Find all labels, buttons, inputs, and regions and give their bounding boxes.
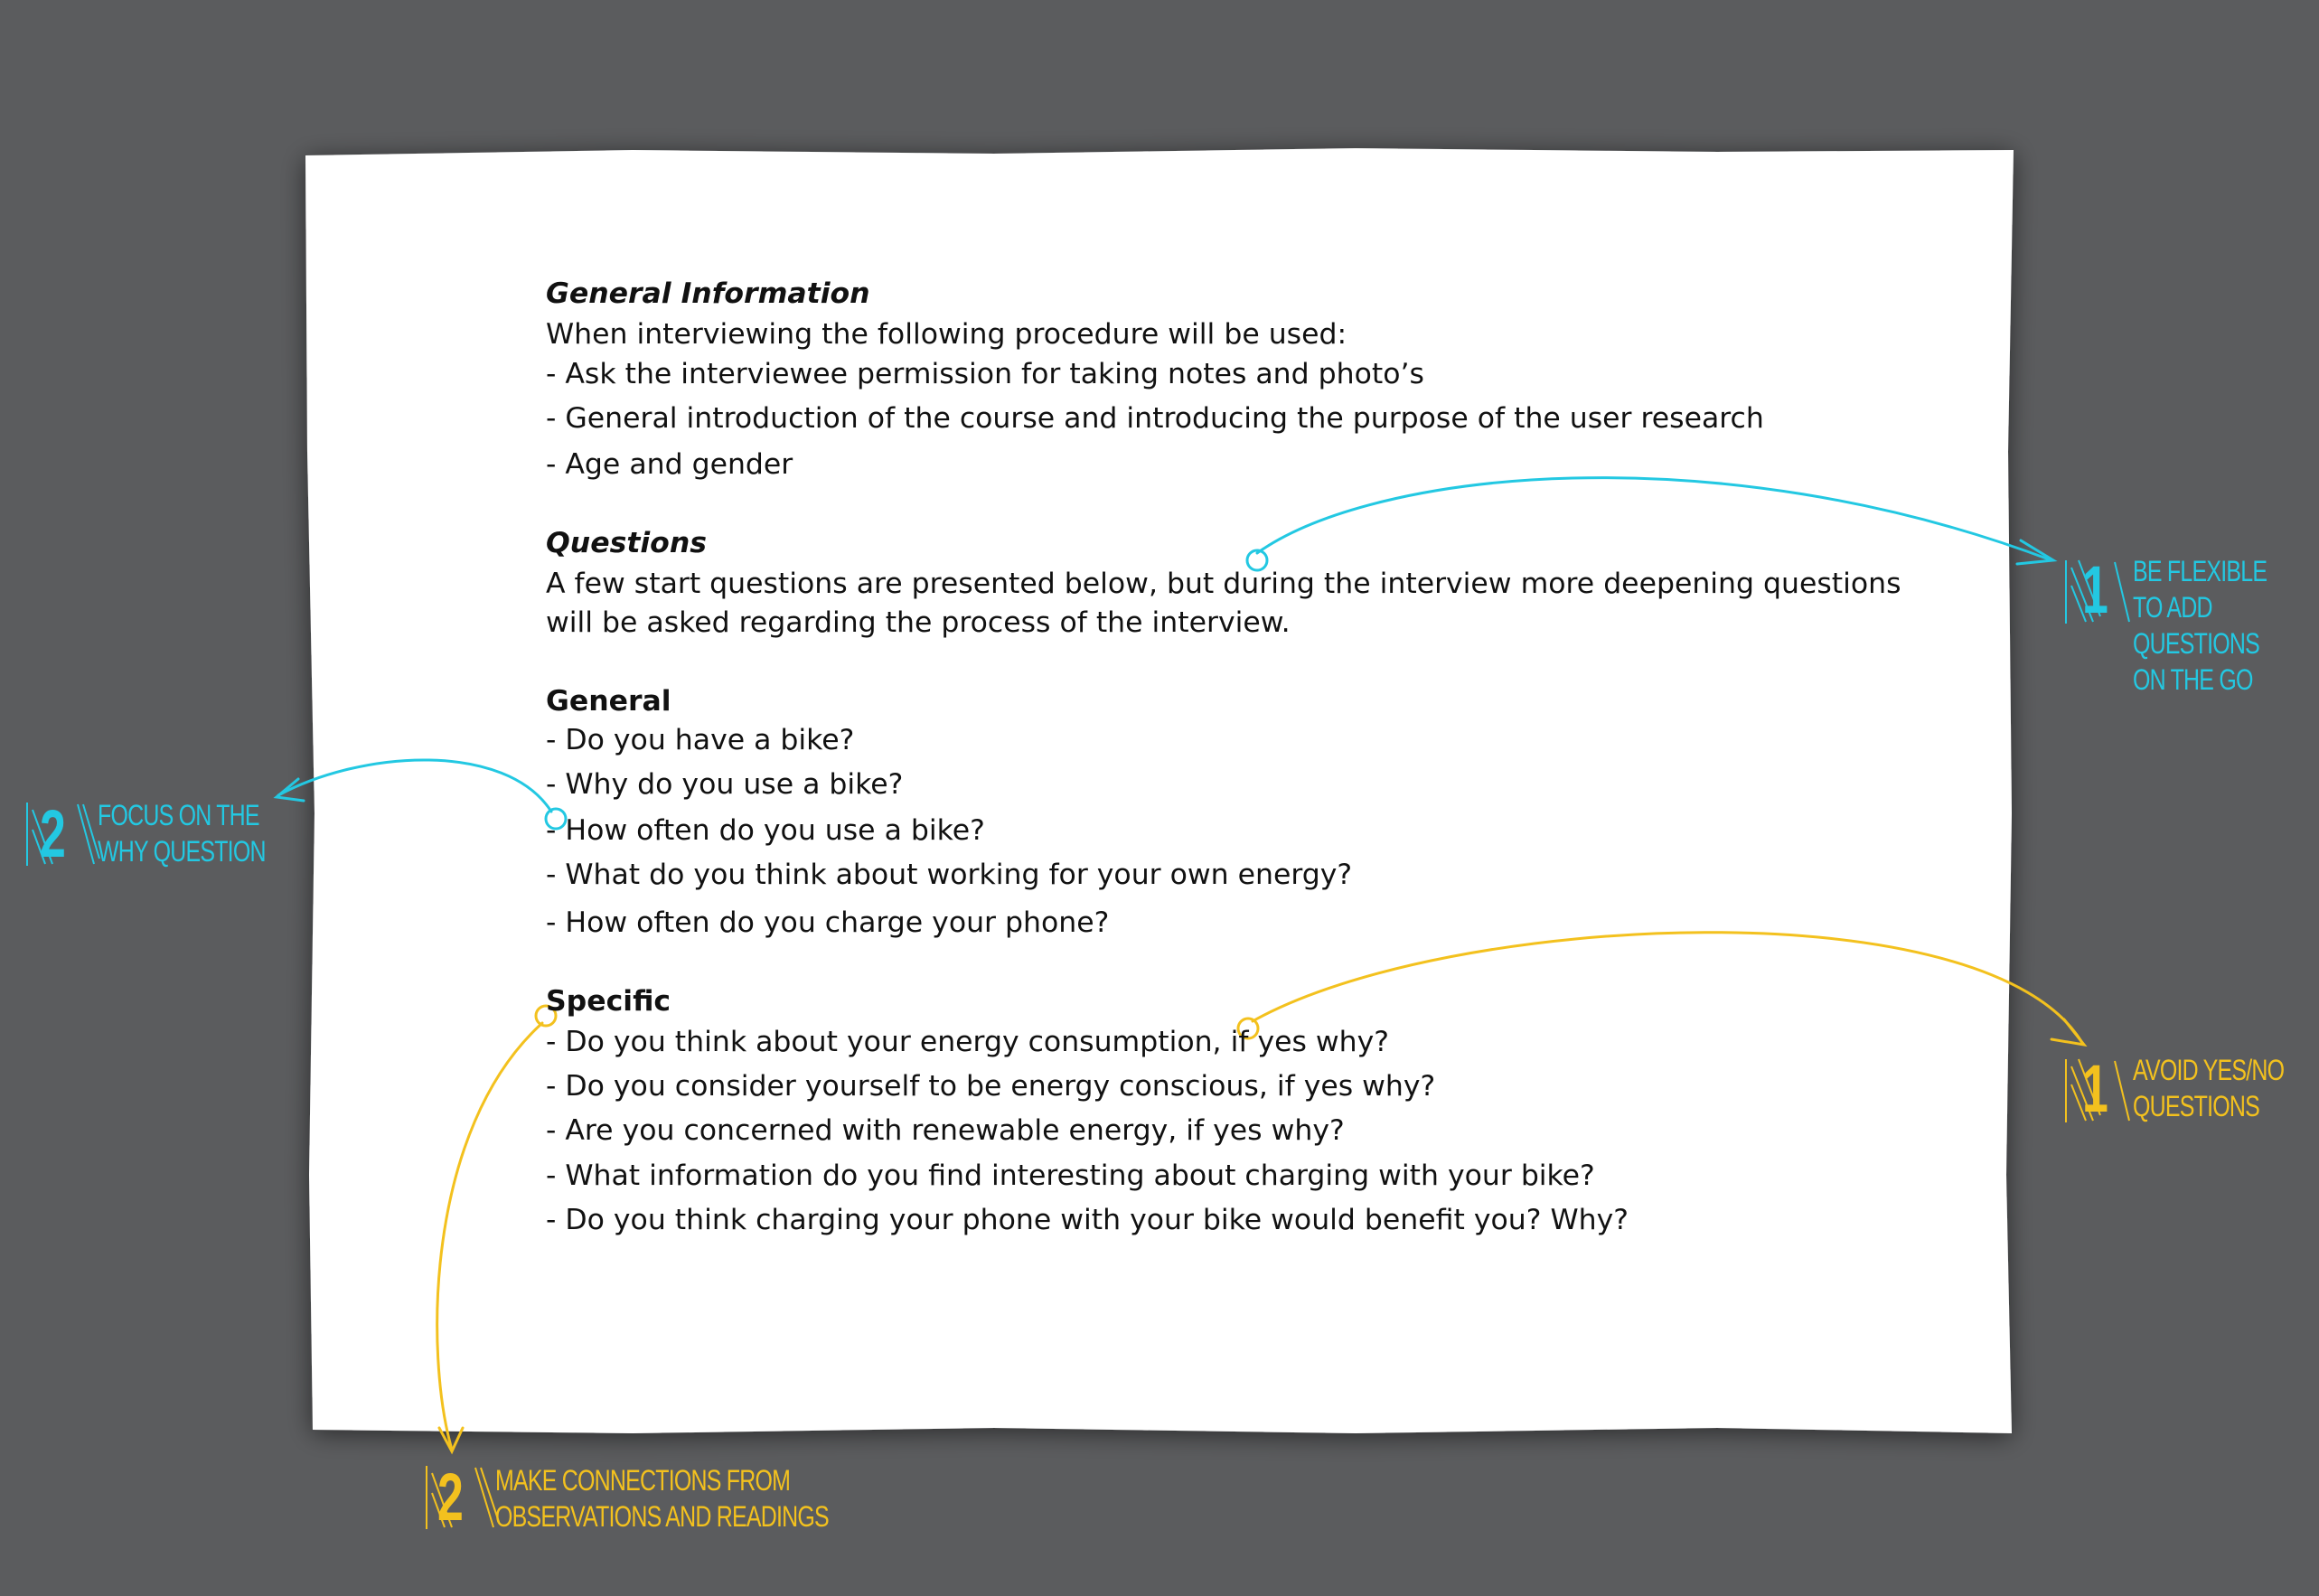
procedure-item: - Age and gender: [546, 448, 793, 481]
general-information-heading: General Information: [546, 277, 870, 310]
annotation-number-yesno: 1: [2082, 1051, 2108, 1126]
annotation-line: OBSERVATIONS AND READINGS: [495, 1500, 829, 1533]
general-heading: General: [546, 685, 671, 718]
procedure-item: - General introduction of the course and introducing the purpose of the user research: [546, 402, 1764, 435]
specific-heading: Specific: [546, 985, 671, 1018]
annotation-line: AVOID YES/NO: [2133, 1054, 2285, 1086]
annotation-line: MAKE CONNECTIONS FROM: [495, 1464, 791, 1497]
procedure-item: - Ask the interviewee permission for taking notes and photo’s: [546, 358, 1424, 390]
questions-text: will be asked regarding the process of the interview.: [546, 606, 1291, 639]
annotation-line: ON THE GO: [2133, 663, 2253, 696]
specific-question: - Are you concerned with renewable energy, if yes why?: [546, 1114, 1345, 1147]
annotation-yesno: [2133, 1052, 2284, 1124]
general-question: - Do you have a bike?: [546, 724, 855, 756]
specific-question: - Do you think about your energy consumption, if yes why?: [546, 1026, 1389, 1058]
annotation-flexible: [2133, 553, 2267, 698]
specific-question: - Do you think charging your phone with your bike would benefit you? Why?: [546, 1204, 1629, 1236]
annotation-line: BE FLEXIBLE: [2133, 555, 2267, 587]
procedure-intro: When interviewing the following procedure will be used:: [546, 318, 1347, 351]
annotation-line: QUESTIONS: [2133, 1090, 2259, 1122]
annotation-connections: [495, 1462, 829, 1535]
general-question: - How often do you charge your phone?: [546, 906, 1110, 939]
specific-question: - What information do you find interesting about charging with your bike?: [546, 1159, 1595, 1192]
annotation-line: WHY QUESTION: [98, 835, 266, 868]
annotation-line: QUESTIONS: [2133, 627, 2259, 660]
questions-heading: Questions: [546, 527, 707, 559]
annotation-number-connections: 2: [437, 1460, 464, 1535]
annotation-why: [98, 797, 266, 869]
annotation-line: TO ADD: [2133, 591, 2212, 624]
general-question: - What do you think about working for your own energy?: [546, 859, 1353, 891]
annotation-number-why: 2: [40, 796, 66, 871]
questions-text: A few start questions are presented below, but during the interview more deepening questions: [546, 568, 1901, 600]
annotation-line: FOCUS ON THE: [98, 799, 259, 831]
specific-question: - Do you consider yourself to be energy conscious, if yes why?: [546, 1070, 1436, 1103]
general-question: - Why do you use a bike?: [546, 768, 904, 801]
general-question: - How often do you use a bike?: [546, 814, 985, 847]
annotation-number-flexible: 1: [2082, 552, 2108, 627]
